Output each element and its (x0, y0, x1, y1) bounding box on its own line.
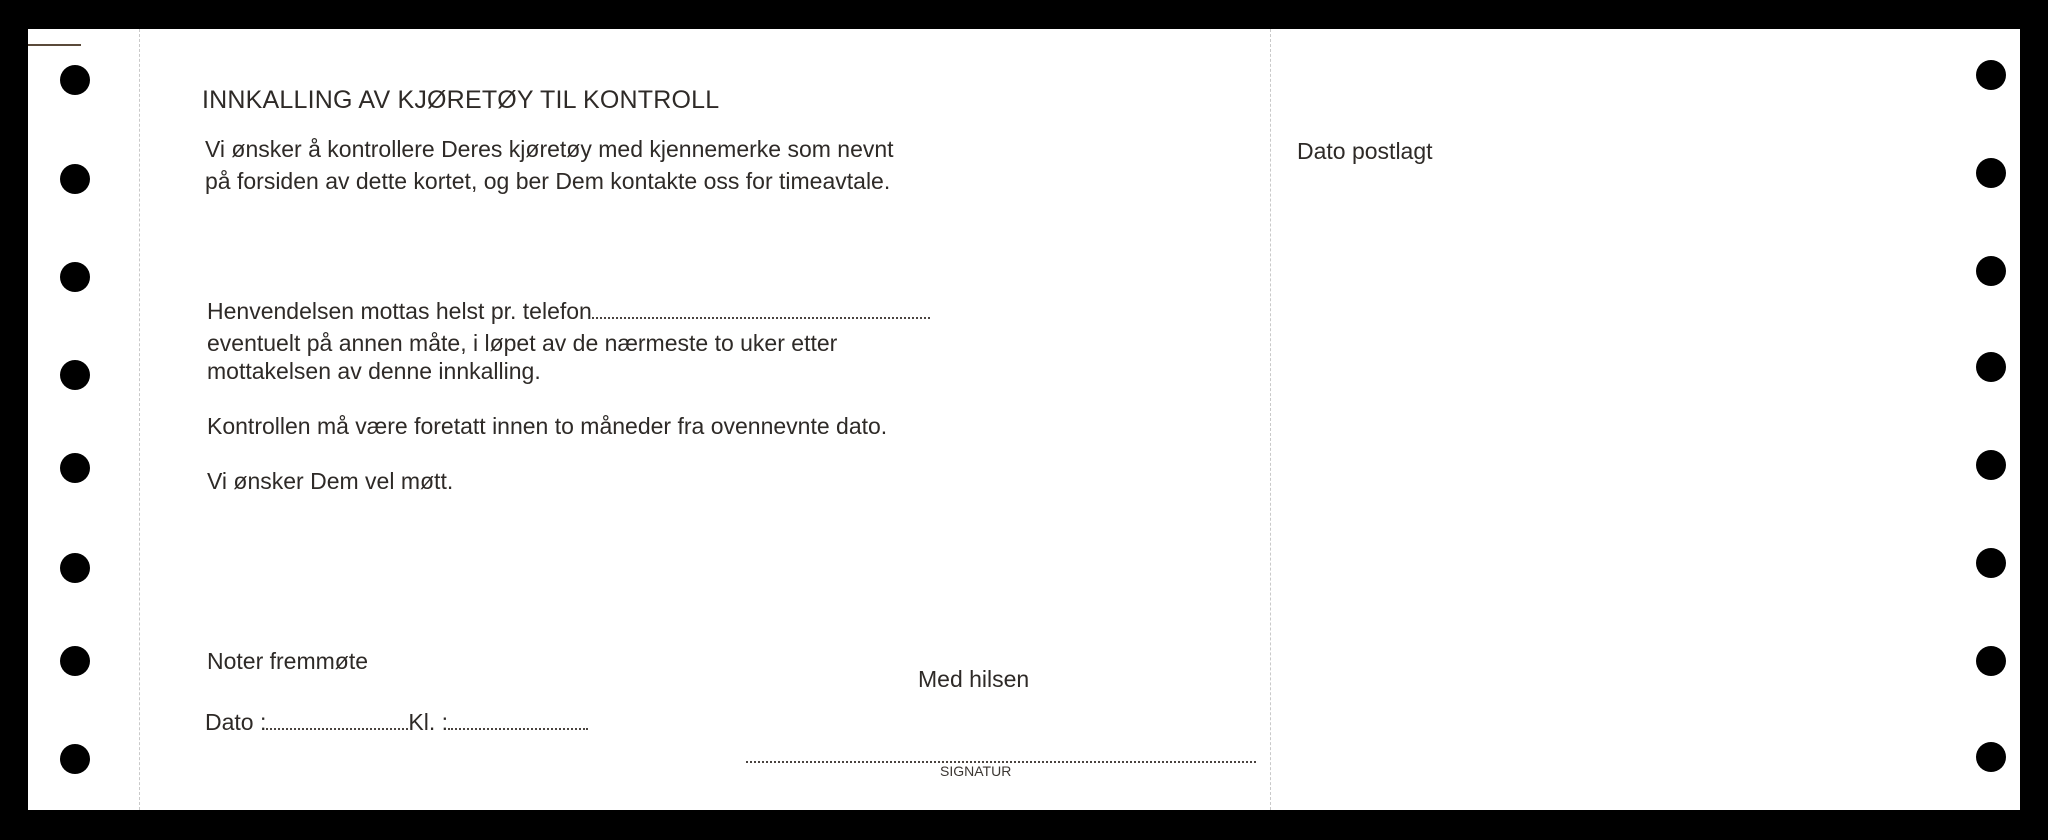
phone-fill-line (592, 299, 930, 319)
corner-mark (28, 44, 81, 46)
sprocket-hole (1976, 646, 2006, 676)
sprocket-hole (1976, 450, 2006, 480)
closing-text: Vi ønsker Dem vel møtt. (207, 468, 454, 494)
contact-line-1 (207, 295, 930, 327)
sprocket-hole (1976, 352, 2006, 382)
kl-fill-line (448, 710, 588, 730)
noter-fremmote-label: Noter fremmøte (207, 648, 369, 674)
stub-perforation (1270, 29, 1271, 810)
sprocket-hole (60, 553, 90, 583)
inspection-notice-card (28, 29, 2020, 810)
sprocket-hole (60, 744, 90, 774)
greeting-text: Med hilsen (918, 666, 1030, 692)
card-title: INNKALLING AV KJØRETØY TIL KONTROLL (202, 86, 720, 114)
sprocket-hole (60, 646, 90, 676)
contact-line-2: eventuelt på annen måte, i løpet av de nærmeste to uker etter (207, 330, 838, 356)
contact-line-3: mottakelsen av denne innkalling. (207, 358, 541, 384)
sprocket-hole (1976, 60, 2006, 90)
stub-date-posted-label: Dato postlagt (1297, 138, 1433, 164)
dato-label: Dato : (205, 709, 267, 735)
kl-label: Kl. : (408, 709, 448, 735)
contact-line-1-text: Henvendelsen mottas helst pr. telefon (207, 298, 592, 324)
intro-line-2: på forsiden av dette kortet, og ber Dem kontakte oss for timeavtale. (205, 168, 891, 194)
sprocket-hole (1976, 256, 2006, 286)
sprocket-hole (60, 453, 90, 483)
sprocket-hole (60, 360, 90, 390)
sprocket-hole (60, 65, 90, 95)
sprocket-hole (1976, 548, 2006, 578)
sprocket-hole (1976, 742, 2006, 772)
sprocket-hole (60, 164, 90, 194)
deadline-text: Kontrollen må være foretatt innen to måneder fra ovennevnte dato. (207, 413, 888, 439)
signature-caption: SIGNATUR (940, 763, 1012, 779)
left-perforation (139, 29, 140, 810)
intro-line-1: Vi ønsker å kontrollere Deres kjøretøy med kjennemerke som nevnt (205, 136, 894, 162)
dato-kl-line (205, 706, 588, 738)
sprocket-hole (60, 262, 90, 292)
sprocket-hole (1976, 158, 2006, 188)
dato-fill-line (266, 710, 408, 730)
